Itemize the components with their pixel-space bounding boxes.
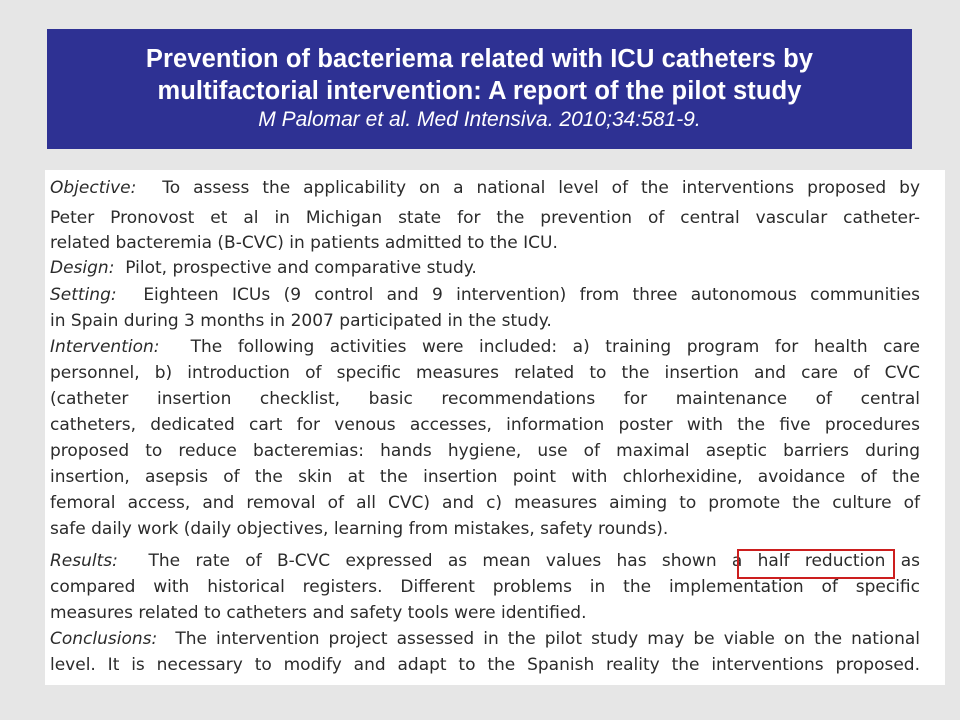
setting-text: Eighteen ICUs (9 control and 9 intervention) from three autonomous communities (143, 285, 921, 305)
abstract-line (50, 256, 920, 280)
design-label: Design: (50, 258, 115, 278)
slide-title-line-2: multifactorial intervention: A report of the pilot study (157, 77, 802, 105)
half-reduction-highlight (737, 549, 895, 579)
intervention-text: The following activities were included: a) training program for health care (190, 337, 921, 357)
abstract-line: measures related to catheters and safety tools were identified. (50, 603, 587, 623)
intervention-label: Intervention: (50, 337, 160, 357)
abstract-line (50, 176, 920, 200)
abstract-line: (catheter insertion checklist, basic recommendations for maintenance of central (50, 389, 920, 409)
citation: M Palomar et al. Med Intensiva. 2010;34:581-9. (258, 108, 701, 131)
conclusions-label: Conclusions: (50, 629, 158, 649)
abstract-line (50, 627, 920, 651)
abstract-excerpt (45, 170, 945, 685)
results-text: The rate of B-CVC expressed as mean values has shown a half reduction as (148, 551, 920, 571)
abstract-line: femoral access, and removal of all CVC) and c) measures aiming to promote the culture of (50, 493, 920, 513)
abstract-line: insertion, asepsis of the skin at the insertion point with chlorhexidine, avoidance of the (50, 467, 920, 487)
abstract-line (50, 335, 920, 359)
conclusions-text: The intervention project assessed in the pilot study may be viable on the national (175, 629, 920, 649)
abstract-line: compared with historical registers. Different problems in the implementation of specific (50, 577, 920, 597)
abstract-line: Peter Pronovost et al in Michigan state for the prevention of central vascular catheter- (50, 208, 920, 228)
design-text: Pilot, prospective and comparative study. (125, 258, 477, 278)
abstract-line (50, 283, 920, 307)
abstract-line: level. It is necessary to modify and adapt to the Spanish reality the interventions proposed. (50, 655, 920, 675)
abstract-line: personnel, b) introduction of specific measures related to the insertion and care of CVC (50, 363, 920, 383)
abstract-line: in Spain during 3 months in 2007 participated in the study. (50, 311, 552, 331)
slide-title-banner (47, 29, 912, 149)
abstract-line: catheters, dedicated cart for venous accesses, information poster with the five procedures (50, 415, 920, 435)
objective-text: To assess the applicability on a national level of the interventions proposed by (162, 178, 921, 198)
objective-label: Objective: (50, 178, 137, 198)
setting-label: Setting: (50, 285, 117, 305)
results-label: Results: (50, 551, 118, 571)
slide-title-line-1: Prevention of bacteriema related with ICU catheters by (145, 45, 814, 73)
abstract-line: safe daily work (daily objectives, learning from mistakes, safety rounds). (50, 519, 669, 539)
abstract-line: related bacteremia (B-CVC) in patients admitted to the ICU. (50, 233, 558, 253)
abstract-line: proposed to reduce bacteremias: hands hygiene, use of maximal aseptic barriers during (50, 441, 920, 461)
